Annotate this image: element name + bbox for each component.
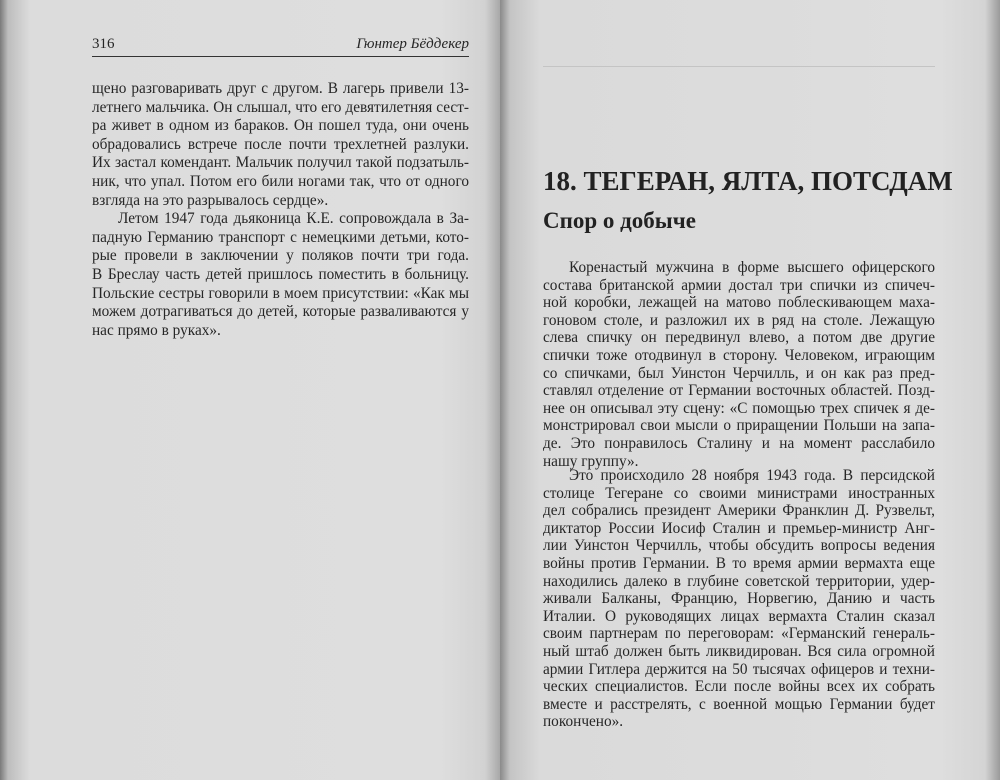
text-line: рые провели в заключении у поляков почти три года. [92, 247, 469, 265]
paragraph-1 [543, 259, 935, 470]
text-line: нашу группу». [543, 452, 639, 470]
text-line: со спичками, был Уинстон Черчилль, и он как раз пред- [543, 364, 935, 382]
page-number: 316 [92, 36, 115, 52]
text-line: ник, что упал. Потом его били ногами так, что от одного [92, 172, 469, 190]
text-line: столице Тегеране со своими министрами иностранных [543, 484, 935, 502]
left-page-text [92, 80, 469, 340]
text-line: дел собрались президент Америки Франклин Д. Рузвельт, [543, 502, 935, 520]
text-line: ра живет в одном из бараков. Он пошел туда, они очень [92, 117, 469, 135]
running-head [92, 36, 469, 57]
text-line: лии Уинстон Черчилль, чтобы обсудить вопросы ведения [543, 537, 935, 555]
author-name: Гюнтер Бёддекер [356, 36, 469, 52]
text-line: нее он описывал эту сцену: «С помощью трех спичек я де- [543, 399, 935, 417]
text-line: спички тоже отодвинул в сторону. Человеком, играющим [543, 346, 935, 364]
text-line: слева спичку он передвинул влево, а потом две другие [543, 329, 935, 347]
text-line: Коренастый мужчина в форме высшего офицерского [569, 259, 935, 276]
text-line: В Бреслау часть детей пришлось поместить в больницу. [92, 265, 469, 283]
text-line: диктатор России Иосиф Сталин и премьер-министр Анг- [543, 519, 935, 537]
paragraph-2 [543, 467, 935, 731]
text-line: находились далеко в глубине советской территории, удер- [543, 572, 935, 590]
text-line: можем дотрагиваться до детей, которые разваливаются у [92, 303, 469, 321]
text-line: монстрировал свои мысли о приращении Польши на запа- [543, 417, 935, 435]
text-line: ный штаб должен быть ликвидирован. Вся сила огромной [543, 642, 935, 660]
text-line: ной коробки, лежащей на матово поблескивающем маха- [543, 294, 935, 312]
text-line: вместе и расстрелять, с военной мощью Германии будет [543, 695, 935, 713]
text-line: де. Это понравилось Сталину и на момент расслабило [543, 434, 935, 452]
bleed-through-rule [543, 66, 935, 67]
text-line: состава британской армии достал три спички из спичеч- [543, 276, 935, 294]
text-line: Это происходило 28 ноября 1943 года. В персидской [569, 467, 935, 484]
text-line: своим партнерам по переговорам: «Германский генераль- [543, 625, 935, 643]
text-line: Польские сестры говорили в моем присутствии: «Как мы [92, 284, 469, 302]
text-line: Летом 1947 года дьяконица К.Е. сопровождала в За- [118, 210, 469, 228]
text-line: покончено». [543, 713, 624, 731]
text-line: летнего мальчика. Он слышал, что его девятилетняя сест- [92, 98, 469, 116]
text-line: щено разговаривать друг с другом. В лагерь привели 13- [92, 80, 469, 97]
text-line: войны против Германии. В то время армии вермахта еще [543, 554, 935, 572]
text-line: падную Германию транспорт с немецкими детьми, кото- [92, 228, 469, 246]
text-line: ческих специалистов. Если после войны всех их собрать [543, 678, 935, 696]
text-line: обрадовались встрече после почти трехлетней разлуки. [92, 135, 469, 153]
text-line: взгляда на это разрывалось сердце». [92, 191, 329, 209]
chapter-title: 18. ТЕГЕРАН, ЯЛТА, ПОТСДАМ [543, 166, 953, 196]
text-line: армии Гитлера держится на 50 тысячах офицеров и техни- [543, 660, 935, 678]
text-line: Италии. О руководящих лицах вермахта Сталин сказал [543, 607, 935, 625]
text-line: нас прямо в руках». [92, 321, 221, 339]
text-line: Их застал комендант. Мальчик получил такой подзатыль- [92, 154, 469, 172]
section-title: Спор о добыче [543, 208, 696, 233]
text-line: гоновом столе, и разложил их в ряд на столе. Лежащую [543, 311, 935, 329]
text-line: живали Балканы, Францию, Норвегию, Данию и часть [543, 590, 935, 608]
text-line: ставлял отделение от Германии восточных областей. Позд- [543, 382, 935, 400]
